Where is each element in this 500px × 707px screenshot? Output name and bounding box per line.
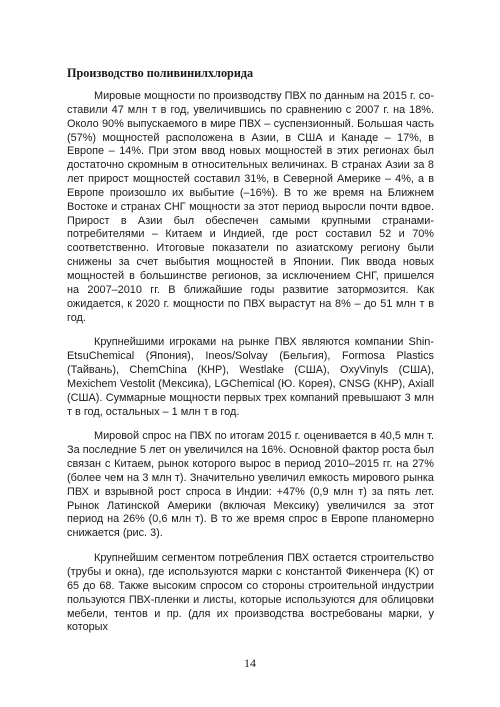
paragraph-demand: Мировой спрос на ПВХ по итогам 2015 г. оценивается в 40,5 млн т. За последние 5 лет он увеличился на 16%. Основной фактор роста был связан с Китаем, рынок которого вырос в период 2010–2015 гг. на 27% (более чем на 3 млн т). Значительно увеличил емкость мирового рынка ПВХ и взрывной рост спроса в Индии: +47% (0,9 млн т) за пять лет. Рынок Латинской Америки (включая Мексику) увеличился за этот период на 26% (0,6 млн т). В то же время спрос в Европе планомерно снижается (рис. 3). <box>67 430 434 540</box>
body-text <box>67 90 434 646</box>
page-number: 14 <box>244 656 256 670</box>
paragraph-consumption: Крупнейшим сегментом потребления ПВХ остается строительство (трубы и окна), где используются марки с константой Фикенчера (K) от 65 до 68. Также высоким спросом со стороны строительной индустрии пользуются ПВХ-пленки и листы, которые используются для облицовки мебели, тентов и пр. (для их производства востребованы марки, у которых <box>67 552 434 634</box>
paragraph-market-players: Крупнейшими игроками на рынке ПВХ являются компании Shin-EtsuChemical (Япония), Ineos/Solvay (Бельгия), Formosa Plastics (Тайвань), ChemChina (КНР), Westlake (США), OxyVinyls (США), Mexichem Vestolit (Мексика), LGChemical (Ю. Корея), CNSG (КНР), Axiall (США). Суммарные мощности первых трех компаний превышают 3 млн т в год, остальных – 1 млн т в год. <box>67 336 434 418</box>
section-title: Производство поливинилхлорида <box>67 66 254 80</box>
paragraph-capacity: Мировые мощности по производству ПВХ по данным на 2015 г. составили 47 млн т в год, увеличившись по сравнению с 2007 г. на 18%. Около 90% выпускаемого в мире ПВХ – суспензионный. Большая часть (57%) мощностей расположена в Азии, в США и Канаде – 17%, в Европе – 14%. При этом ввод новых мощностей в этих регионах был достаточно скромным в относительных величинах. В странах Азии за 8 лет прирост мощностей составил 31%, в Северной Америке – 4%, а в Европе произошло их выбытие (–16%). В то же время на Ближнем Востоке и странах СНГ мощности за этот период выросли почти вдвое. Прирост в Азии был обеспечен самыми крупными странами-потребителями – Китаем и Индией, где рост составил 52 и 70% соответственно. Итоговые показатели по азиатскому региону были снижены за счет выбытия мощностей в Японии. Пик ввода новых мощностей в большинстве регионов, за исключением СНГ, пришелся на 2007–2010 гг. В ближайшие годы развитие затормозится. Как ожидается, к 2020 г. мощности по ПВХ вырастут на 8% – до 51 млн т в год. <box>67 90 434 324</box>
